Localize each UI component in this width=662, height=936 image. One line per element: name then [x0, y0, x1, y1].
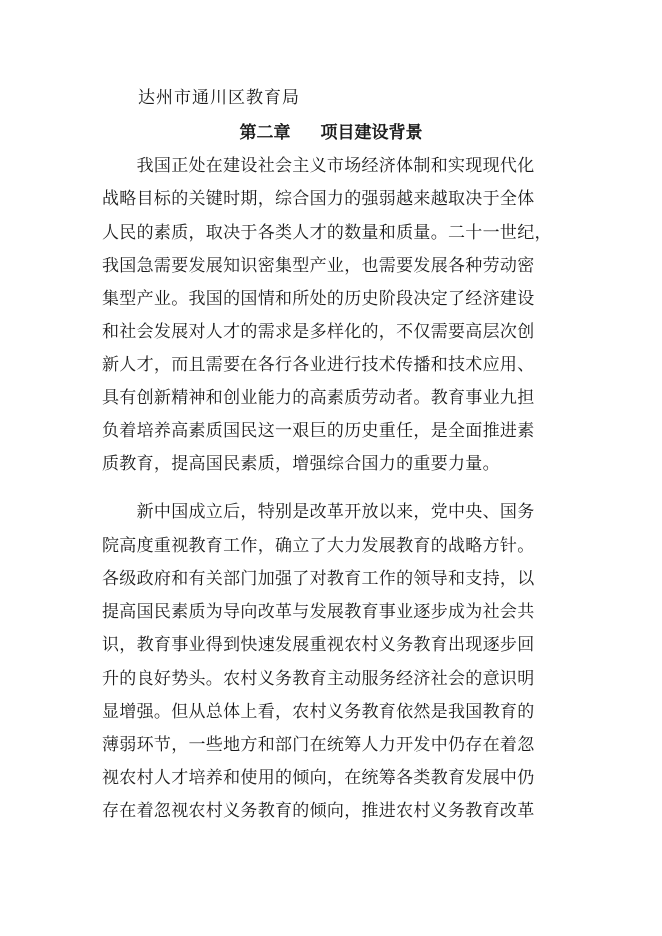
body-line: 识，教育事业得到快速发展重视农村义务教育出现逐步回: [102, 635, 535, 655]
body-line: 显增强。但从总体上看，农村义务教育依然是我国教育的: [102, 702, 535, 722]
body-line: 战略目标的关键时期，综合国力的强弱越来越取决于全体: [102, 189, 535, 209]
body-line: 升的良好势头。农村义务教育主动服务经济社会的意识明: [102, 669, 535, 689]
body-line: 新中国成立后，特别是改革开放以来，党中央、国务: [102, 502, 535, 522]
body-line: 和社会发展对人才的需求是多样化的，不仅需要高层次创: [102, 322, 535, 342]
body-line: 新人才，而且需要在各行各业进行技术传播和技术应用、: [102, 355, 535, 375]
body-line: 视农村人才培养和使用的倾向，在统筹各类教育发展中仍: [102, 768, 535, 788]
body-line: 具有创新精神和创业能力的高素质劳动者。教育事业九担: [102, 388, 535, 408]
body-line: 存在着忽视农村义务教育的倾向，推进农村义务教育改革: [102, 801, 535, 821]
body-line: 负着培养高素质国民这一艰巨的历史重任，是全面推进素: [102, 421, 535, 441]
body-line: 薄弱环节，一些地方和部门在统筹人力开发中仍存在着忽: [102, 735, 535, 755]
chapter-title: 项目建设背景: [320, 123, 423, 143]
body-line: 各级政府和有关部门加强了对教育工作的领导和支持，以: [102, 569, 535, 589]
body-line: 集型产业。我国的国情和所处的历史阶段决定了经济建设: [102, 289, 535, 309]
body-line: 人民的素质，取决于各类人才的数量和质量。二十一世纪，: [102, 223, 552, 243]
chapter-heading: [0, 121, 662, 145]
body-line: 院高度重视教育工作，确立了大力发展教育的战略方针。: [102, 536, 535, 556]
organization-name: 达州市通川区教育局: [138, 88, 300, 108]
body-line: 提高国民素质为导向改革与发展教育事业逐步成为社会共: [102, 602, 535, 622]
body-line: 我国急需要发展知识密集型产业，也需要发展各种劳动密: [102, 256, 535, 276]
body-line: 质教育，提高国民素质，增强综合国力的重要力量。: [102, 454, 500, 474]
chapter-number: 第二章: [239, 123, 291, 143]
body-line: 我国正处在建设社会主义市场经济体制和实现现代化: [102, 156, 535, 176]
